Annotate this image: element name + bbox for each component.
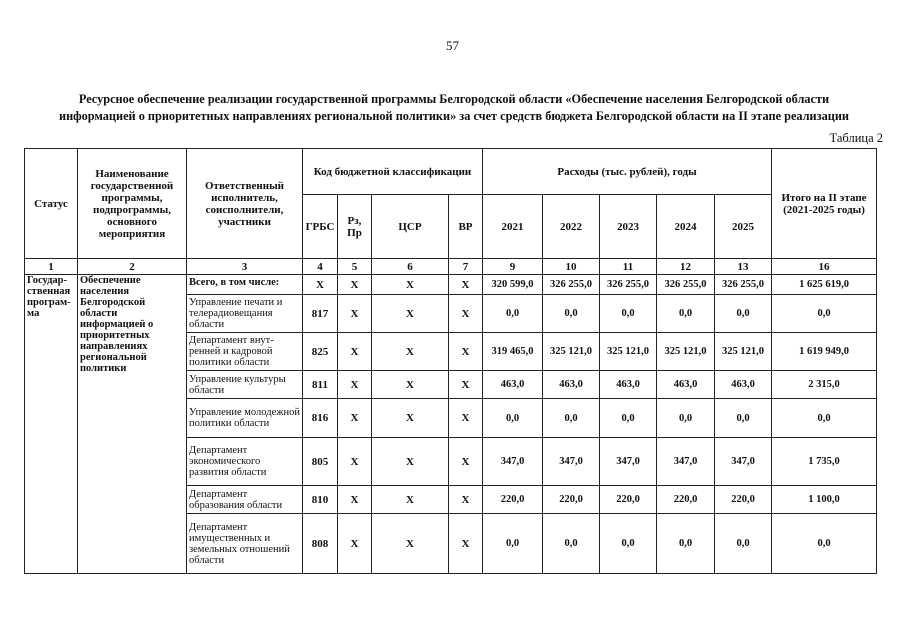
expense-2025-cell: 0,0 — [715, 399, 772, 438]
header-program: Наименование государственной программы, подпрограммы, основного мероприятия — [78, 149, 187, 259]
rz-pr-cell: Х — [338, 486, 372, 514]
csr-cell: Х — [372, 275, 449, 295]
header-total: Итого на II этапе (2021-2025 годы) — [772, 149, 877, 259]
total-cell: 1 619 949,0 — [772, 333, 877, 371]
expense-2022-cell: 463,0 — [543, 371, 600, 399]
header-expenses: Расходы (тыс. рублей), годы — [483, 149, 772, 195]
index-cell: 9 — [483, 259, 543, 275]
rz-pr-cell: Х — [338, 514, 372, 574]
responsible-cell: Всего, в том числе: — [187, 275, 303, 295]
expense-2021-cell: 463,0 — [483, 371, 543, 399]
grbs-cell: 811 — [303, 371, 338, 399]
rz-pr-cell: Х — [338, 371, 372, 399]
expense-2023-cell: 0,0 — [600, 399, 657, 438]
total-cell: 0,0 — [772, 399, 877, 438]
csr-cell: Х — [372, 371, 449, 399]
responsible-cell: Департамент экономического развития области — [187, 438, 303, 486]
index-cell: 3 — [187, 259, 303, 275]
expense-2025-cell: 326 255,0 — [715, 275, 772, 295]
expense-2024-cell: 463,0 — [657, 371, 715, 399]
expense-2024-cell: 220,0 — [657, 486, 715, 514]
expense-2024-cell: 0,0 — [657, 399, 715, 438]
responsible-cell: Управление культуры области — [187, 371, 303, 399]
header-responsible: Ответственный исполнитель, соисполнители, участники — [187, 149, 303, 259]
grbs-cell: 817 — [303, 295, 338, 333]
expense-2021-cell: 319 465,0 — [483, 333, 543, 371]
responsible-cell: Управление молодежной политики области — [187, 399, 303, 438]
expense-2022-cell: 0,0 — [543, 399, 600, 438]
vr-cell: Х — [449, 275, 483, 295]
vr-cell: Х — [449, 371, 483, 399]
index-cell: 10 — [543, 259, 600, 275]
expense-2023-cell: 326 255,0 — [600, 275, 657, 295]
index-cell: 1 — [25, 259, 78, 275]
grbs-cell: 810 — [303, 486, 338, 514]
csr-cell: Х — [372, 486, 449, 514]
csr-cell: Х — [372, 514, 449, 574]
header-vr: ВР — [449, 195, 483, 259]
expense-2021-cell: 0,0 — [483, 295, 543, 333]
header-grbs: ГРБС — [303, 195, 338, 259]
index-cell: 7 — [449, 259, 483, 275]
rz-pr-cell: Х — [338, 438, 372, 486]
index-cell: 5 — [338, 259, 372, 275]
vr-cell: Х — [449, 514, 483, 574]
csr-cell: Х — [372, 333, 449, 371]
header-status: Статус — [25, 149, 78, 259]
expense-2023-cell: 463,0 — [600, 371, 657, 399]
expense-2024-cell: 0,0 — [657, 295, 715, 333]
rz-pr-cell: Х — [338, 399, 372, 438]
responsible-cell: Департамент имущественных и земельных отношений области — [187, 514, 303, 574]
csr-cell: Х — [372, 399, 449, 438]
expense-2025-cell: 0,0 — [715, 514, 772, 574]
vr-cell: Х — [449, 399, 483, 438]
grbs-cell: 808 — [303, 514, 338, 574]
header-rz-pr: Рз, Пр — [338, 195, 372, 259]
expense-2021-cell: 320 599,0 — [483, 275, 543, 295]
rz-pr-cell: Х — [338, 275, 372, 295]
expense-2025-cell: 463,0 — [715, 371, 772, 399]
title-line-1: Ресурсное обеспечение реализации государственной программы Белгородской области «Обеспечение населения Белгородской области — [78, 92, 830, 106]
header-budget-code: Код бюджетной классификации — [303, 149, 483, 195]
responsible-cell: Управление печати и телерадиовещания области — [187, 295, 303, 333]
expense-2024-cell: 325 121,0 — [657, 333, 715, 371]
total-cell: 1 625 619,0 — [772, 275, 877, 295]
program-name-cell: Обеспечение населения Белгородской области информацией о приоритетных направлениях региональной политики — [78, 275, 187, 574]
expense-2022-cell: 347,0 — [543, 438, 600, 486]
expense-2024-cell: 0,0 — [657, 514, 715, 574]
expense-2025-cell: 0,0 — [715, 295, 772, 333]
index-cell: 12 — [657, 259, 715, 275]
expense-2023-cell: 220,0 — [600, 486, 657, 514]
expense-2021-cell: 0,0 — [483, 514, 543, 574]
title-line-2: информацией о приоритетных направлениях региональной политики» за счет средств бюджета Белгородской области на II этапе реализации — [58, 109, 849, 123]
header-year-2022: 2022 — [543, 195, 600, 259]
document-title — [18, 91, 890, 125]
expense-2021-cell: 0,0 — [483, 399, 543, 438]
vr-cell: Х — [449, 333, 483, 371]
expense-2022-cell: 326 255,0 — [543, 275, 600, 295]
total-cell: 1 100,0 — [772, 486, 877, 514]
expense-2022-cell: 0,0 — [543, 514, 600, 574]
column-index-row — [25, 259, 877, 275]
expense-2025-cell: 325 121,0 — [715, 333, 772, 371]
expense-2022-cell: 325 121,0 — [543, 333, 600, 371]
index-cell: 6 — [372, 259, 449, 275]
total-cell: 1 735,0 — [772, 438, 877, 486]
expense-2021-cell: 220,0 — [483, 486, 543, 514]
expense-2024-cell: 326 255,0 — [657, 275, 715, 295]
vr-cell: Х — [449, 438, 483, 486]
index-cell: 16 — [772, 259, 877, 275]
index-cell: 4 — [303, 259, 338, 275]
vr-cell: Х — [449, 486, 483, 514]
expense-2023-cell: 347,0 — [600, 438, 657, 486]
index-cell: 11 — [600, 259, 657, 275]
status-cell: Государ-ственная програм-ма — [25, 275, 78, 574]
grbs-cell: 816 — [303, 399, 338, 438]
table-label: Таблица 2 — [829, 131, 883, 145]
total-cell: 0,0 — [772, 295, 877, 333]
csr-cell: Х — [372, 295, 449, 333]
total-cell: 0,0 — [772, 514, 877, 574]
grbs-cell: Х — [303, 275, 338, 295]
expense-2023-cell: 325 121,0 — [600, 333, 657, 371]
expense-2023-cell: 0,0 — [600, 295, 657, 333]
rz-pr-cell: Х — [338, 295, 372, 333]
csr-cell: Х — [372, 438, 449, 486]
index-cell: 2 — [78, 259, 187, 275]
expense-2022-cell: 220,0 — [543, 486, 600, 514]
index-cell: 13 — [715, 259, 772, 275]
expense-2025-cell: 220,0 — [715, 486, 772, 514]
table-row — [25, 275, 877, 295]
responsible-cell: Департамент внут-ренней и кадровой политики области — [187, 333, 303, 371]
responsible-cell: Департамент образования области — [187, 486, 303, 514]
header-year-2024: 2024 — [657, 195, 715, 259]
total-cell: 2 315,0 — [772, 371, 877, 399]
expense-2023-cell: 0,0 — [600, 514, 657, 574]
vr-cell: Х — [449, 295, 483, 333]
expense-2025-cell: 347,0 — [715, 438, 772, 486]
grbs-cell: 805 — [303, 438, 338, 486]
header-csr: ЦСР — [372, 195, 449, 259]
header-year-2021: 2021 — [483, 195, 543, 259]
header-year-2025: 2025 — [715, 195, 772, 259]
grbs-cell: 825 — [303, 333, 338, 371]
expense-2021-cell: 347,0 — [483, 438, 543, 486]
rz-pr-cell: Х — [338, 333, 372, 371]
header-year-2023: 2023 — [600, 195, 657, 259]
resource-table — [24, 148, 877, 574]
expense-2022-cell: 0,0 — [543, 295, 600, 333]
expense-2024-cell: 347,0 — [657, 438, 715, 486]
page-number: 57 — [446, 38, 459, 53]
